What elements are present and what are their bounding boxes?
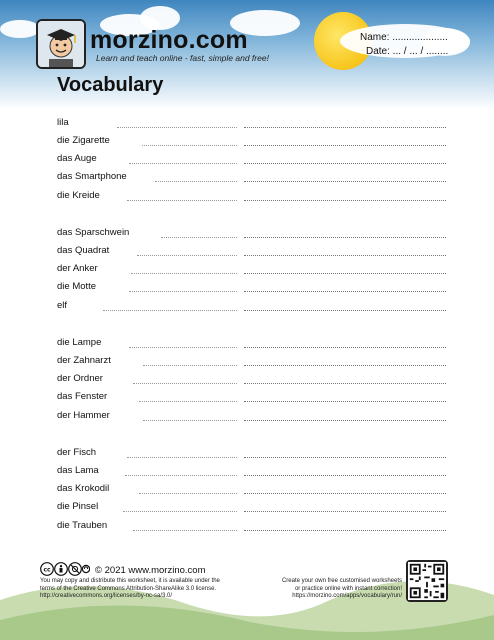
answer-line (244, 347, 446, 348)
brand-name: morzino.com (90, 26, 248, 54)
cloud (0, 20, 40, 38)
svg-text:cc: cc (43, 566, 51, 574)
answer-line (244, 145, 446, 146)
dotted-line (131, 273, 237, 274)
word: der Anker (57, 263, 98, 274)
word: das Lama (57, 465, 99, 476)
word: das Krokodil (57, 483, 110, 494)
list-item (57, 190, 447, 204)
list-item (57, 263, 447, 277)
word: die Pinsel (57, 501, 99, 512)
word: der Ordner (57, 373, 103, 384)
creative-commons-logo (40, 562, 90, 576)
answer-line (244, 493, 446, 494)
mascot-logo (36, 19, 86, 69)
dotted-line (143, 420, 237, 421)
word: der Fisch (57, 447, 97, 458)
list-item (57, 300, 447, 314)
word: der Zahnarzt (57, 355, 111, 366)
list-item (57, 337, 447, 351)
page-title: Vocabulary (57, 74, 164, 96)
list-item (57, 410, 447, 424)
list-item (57, 153, 447, 167)
dotted-line (127, 200, 237, 201)
license-line: You may copy and distribute this worksheet, it is available under the (40, 578, 220, 584)
promo-text (242, 578, 402, 601)
list-item (57, 373, 447, 387)
dotted-line (123, 511, 237, 512)
list-item (57, 391, 447, 405)
word: der Hammer (57, 410, 110, 421)
word: elf (57, 300, 68, 311)
dotted-line (143, 365, 237, 366)
answer-line (244, 365, 446, 366)
word: die Trauben (57, 520, 108, 531)
answer-line (244, 420, 446, 421)
dotted-line (139, 493, 237, 494)
word: die Zigarette (57, 135, 110, 146)
dotted-line (129, 347, 237, 348)
word: das Auge (57, 153, 97, 164)
word: das Quadrat (57, 245, 110, 256)
promo-line: Create your own free customised worksheets (281, 578, 402, 584)
dotted-line (117, 127, 237, 128)
license-line: terms of the Creative Commons Attribution-ShareAlike 3.0 license. (40, 585, 217, 592)
word: das Smartphone (57, 171, 127, 182)
list-item (57, 355, 447, 369)
qr-code-icon[interactable] (406, 560, 448, 602)
promo-link[interactable]: https://morzino.com/apps/vocabulary/run/ (292, 593, 402, 599)
answer-line (244, 127, 446, 128)
answer-line (244, 200, 446, 201)
dotted-line (129, 163, 237, 164)
promo-line: or practice online with instant correction! (294, 585, 402, 592)
answer-line (244, 310, 446, 311)
answer-line (244, 273, 446, 274)
list-item (57, 501, 447, 515)
list-item (57, 447, 447, 461)
dotted-line (139, 401, 237, 402)
word: lila (57, 117, 69, 128)
answer-line (244, 511, 446, 512)
list-item (57, 227, 447, 241)
word: die Lampe (57, 337, 102, 348)
dotted-line (155, 181, 237, 182)
word: die Kreide (57, 190, 100, 201)
dotted-line (127, 457, 237, 458)
dotted-line (103, 310, 237, 311)
dotted-line (133, 530, 237, 531)
list-item (57, 483, 447, 497)
dotted-line (129, 291, 237, 292)
tagline: Learn and teach online - fast, simple and free! (96, 53, 269, 63)
word: das Fenster (57, 391, 108, 402)
list-item (57, 281, 447, 295)
license-text (40, 578, 260, 601)
answer-line (244, 530, 446, 531)
license-link[interactable]: http://creativecommons.org/licenses/by-nc-sa/3.0/ (40, 593, 173, 599)
answer-line (244, 163, 446, 164)
answer-line (244, 291, 446, 292)
answer-line (244, 475, 446, 476)
answer-line (244, 401, 446, 402)
dotted-line (137, 255, 237, 256)
copyright: © 2021 www.morzino.com (95, 565, 206, 576)
answer-line (244, 237, 446, 238)
answer-line (244, 255, 446, 256)
dotted-line (142, 145, 237, 146)
list-item (57, 171, 447, 185)
dotted-line (161, 237, 237, 238)
list-item (57, 135, 447, 149)
list-item (57, 117, 447, 131)
dotted-line (133, 383, 237, 384)
list-item (57, 520, 447, 534)
word: das Sparschwein (57, 227, 130, 238)
list-item (57, 465, 447, 479)
list-item (57, 245, 447, 259)
answer-line (244, 383, 446, 384)
date-field: Date: ... / ... / ........ (366, 46, 449, 57)
dotted-line (125, 475, 237, 476)
name-field: Name: .................... (360, 32, 448, 43)
answer-line (244, 457, 446, 458)
word: die Motte (57, 281, 97, 292)
answer-line (244, 181, 446, 182)
